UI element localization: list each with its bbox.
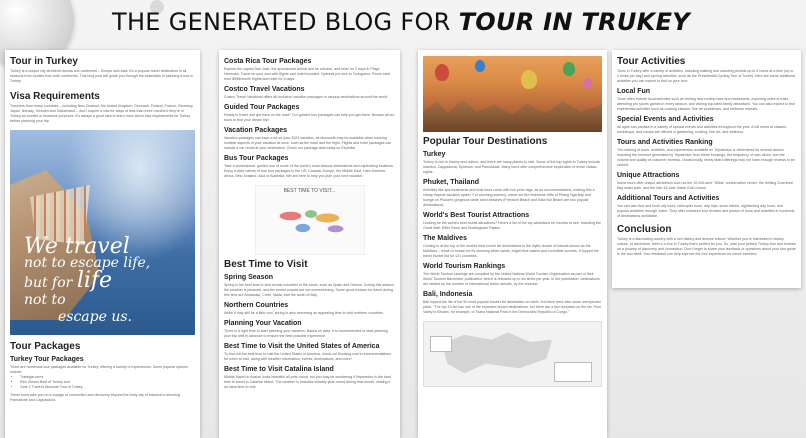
heading-usa: Best Time to Visit the United States of America: [224, 343, 380, 350]
paragraph-visa: Travelers from many countries – including New Zealand, the United Kingdom, Denmark, Finland, France, Germany, Japan, Norway, Sweden and Switzerland – don't require a visa for stays of less than three months if they're in Turkey as tourists or business purposes. It's always a good idea to learn more about visa requirements for Turkey before planning your trip.: [10, 104, 194, 123]
paragraph-planning: There is a right time to start planning your vacation. Based on data, it is recommended to start planning your trip well in advance to ensure the best possible experience.: [224, 329, 388, 338]
map-inset: [554, 362, 592, 382]
paragraph-packages-last: These tours take you on a voyage of connection and discovery beyond the lively city of Istanbul to stunning Pamukkale and Cappadocia.: [10, 393, 181, 402]
paragraph-spring: Spring is the best time to visit certain countries in the south, such as Spain and Greece. During this season, the weather is pleasant, and the tourist crowds are not overwhelming. Some good choices for travel during this time are Andalusia, Crete, Malta, and the south of Italy.: [224, 283, 395, 297]
paragraph-usa: To find out the best time to visit the United States of America, check out Booking.com's recommendations for when to visit, along with weather information, events, destinations, and more!: [224, 352, 392, 361]
heading-turkey: Turkey: [423, 151, 446, 158]
paragraph-conclusion: Turkey is a fascinating country with a rich history and diverse culture. Whether you're interested in history, culture, or adventure, there's a tour in Turkey that's perfect for you. So, plan your perfect Turkey tour and embark on a journey of discovery and connection. Don't forget to share your feedback or questions about your tour guide in the tour itself. Your feedback can help improve the tour experience for future travelers.: [617, 237, 796, 256]
list-item: • Gate 1 Travel's Absolute Tour of Turkey: [20, 385, 195, 390]
rock-formations: [423, 98, 602, 132]
quote-line-2: not to escape life,: [24, 255, 151, 271]
quote-line-3: but for: [24, 275, 73, 291]
quote-photo: [10, 130, 195, 335]
heading-additional-tours: Additional Tours and Activities: [617, 195, 720, 202]
best-time-infographic: [255, 185, 365, 255]
quote-line-1: We travel: [24, 234, 130, 259]
heading-tour-packages: Tour Packages: [10, 341, 81, 352]
heading-worlds-best: World's Best Tourist Attractions: [423, 212, 530, 219]
heading-costa-rica: Costa Rica Tour Packages: [224, 58, 312, 65]
blog-column-4: [612, 50, 801, 288]
paragraph-phuket: Activities like spa treatments and boat tours come with low price tags, as do accommodations, making this a cheap tropical vacation option. For stunning scenery, check out the limestone cliffs of Phang Nga Bay and lounge on Phuket's gorgeous white sand beaches (Freedom Beach and Kata Noi Beach are two popular destinations).: [423, 188, 595, 207]
heading-maldives: The Maldives: [423, 235, 467, 242]
paragraph-costco: Costco Travel Vacations offers all-inclusive vacation packages to various destinations around the world.: [224, 95, 389, 99]
blog-column-3: [418, 50, 607, 438]
paragraph-vacation: Vacation packages can save a lot on your 2024 vacation, as discounts may be available when booking multiple aspects of your vacation at once, such as the hotel and the flight. Flights and hotel packages can include a car rental at your destination. Check our package deal today on Expedia!: [224, 136, 392, 150]
balloon-shape: [583, 78, 592, 89]
heading-popular-destinations: Popular Tour Destinations: [423, 136, 548, 147]
map-landmass: [442, 330, 552, 378]
paragraph-turkey: Turkey is rich in history and culture, and there are many places to visit. Some of the top sights in Turkey include Istanbul, Cappadocia, Ephesus, and Pamukkale. Many tours offer comprehensive exploration of these classic sights.: [423, 160, 600, 174]
heading-activities-ranking: Tours and Activities Ranking: [617, 139, 713, 146]
quote-line-5: escape us.: [58, 309, 133, 325]
heading-tour-in-turkey: Tour in Turkey: [10, 56, 78, 67]
balloon-shape: [521, 70, 537, 89]
list-item: • Trafalgar tours: [20, 375, 195, 380]
heading-turkey-tour-packages: Turkey Tour Packages: [10, 356, 84, 363]
heading-tour-activities: Tour Activities: [617, 56, 686, 67]
heading-visa: Visa Requirements: [10, 91, 100, 102]
heading-phuket: Phuket, Thailand: [423, 179, 480, 186]
paragraph-bus: Take a professional, guided tour of some of the world's most famous destinations and captivating locations. Enjoy a wide variety of bus tour packages in the US, Canada, Europe, the Middle East, Latin America, Africa, New Zealand, Asia or Australia. We are here to help you plan your next vacation.: [224, 164, 394, 178]
quote-line-4: not to: [24, 292, 66, 308]
heading-local-fun: Local Fun: [617, 88, 651, 95]
heading-costco: Costco Travel Vacations: [224, 86, 305, 93]
paragraph-maldives: Coming in at the top of the world's best tourist list destinations is the idyllic cluster of islands known as the Maldives – which is known for its stunning white sands, bright blue waters and incredible sunsets. It topped the travel bucket list for 121 countries.: [423, 244, 599, 258]
paragraph-turkey-packages: There are numerous tour packages available for Turkey, offering a variety of experiences. Some popular options include:: [10, 365, 188, 374]
paragraph-bali: Bali topped the list of the 50 most popular bucket list destination on earth, but there were also some unexpected picks. "The top 10 list has one of the expected dream destinations, but there are a few surprises on the list. Pure Valley in Bhutan, for example, or Tsavo National Park in the Democratic Republic of Congo.": [423, 300, 602, 314]
heading-guided: Guided Tour Packages: [224, 104, 300, 111]
infographic-title: BEST TIME TO VISIT...: [283, 188, 336, 194]
paragraph-activities-ranking: The ranking of tours, activities, and experiences available on Tripadvisor is determined by several factors including the revenue generated by Tripadvisor from these bookings, the frequency of user clicks, and the volume and quality of customer reviews. Occasionally, newly listed offerings may not have enough reviews to be ranked.: [617, 148, 796, 167]
heading-northern: Northern Countries: [224, 302, 289, 309]
map-inset: [430, 336, 452, 352]
balloon-shape: [563, 62, 575, 76]
paragraph-local-fun: Tours often include local activities such as visiting new rooftop bars and restaurants, exploring miles of trails, attending pro sports games in every season, and visiting top-rated family attractions. You can also expect to find experiential activities such as cooking classes, fine art workshops, and wellness retreats.: [617, 97, 795, 111]
heading-bus: Bus Tour Packages: [224, 155, 289, 162]
paragraph-worlds-best: Looking for the world's best tourist attractions? Here's a list of the top attractions for tourists to see, including the Great Wall, Eiffel Tower and Buckingham Palace.: [423, 221, 601, 230]
paragraph-catalina: Middle March in Avalon looks beautiful all year round, but you may be wondering if September is the best time to travel to Catalina Island. The weather is beautiful virtually year-round during that month, making it an ideal time to visit.: [224, 375, 391, 389]
balloon-shape: [475, 60, 485, 72]
heading-bali: Bali, Indonesia: [423, 291, 473, 298]
slide-title-emphasis: TOUR IN TRUKEY: [458, 8, 690, 36]
heading-rankings: World Tourism Rankings: [423, 263, 506, 270]
heading-unique-attractions: Unique Attractions: [617, 172, 680, 179]
paragraph-additional-tours: You can also find and book city tours, helicopter tours, day trips, show tickets, sightseeing day tours, and popular activities through Viator. They offer unbiased tour reviews and photos of tours and activities in hundreds of destinations worldwide.: [617, 204, 795, 218]
quote-line-3b: life: [76, 268, 113, 293]
paragraph-rankings: The World Tourism rankings are compiled by the United Nations World Tourism Organization as part of their World Tourism Barometer publication, which is released up to six times per year. In the publication, destinations are ranked by the number of international visitor arrivals, by the revenue.: [423, 272, 600, 286]
heading-planning: Planning Your Vacation: [224, 320, 302, 327]
heading-catalina: Best Time to Visit Catalina Island: [224, 366, 334, 373]
heading-spring: Spring Season: [224, 274, 274, 281]
slide-title: [112, 8, 712, 36]
heading-best-time: Best Time to Visit: [224, 259, 308, 270]
paragraph-costa-rica: Explore the capital San José, the spectacular Arenal and its volcano, and relax for 3 days in Playa Hermosa. Travel on your own with flights and hotel included. Optional pre-tour to Tortuguero. Prices start from $598/month flights and hotel for 8 days.: [224, 67, 390, 81]
list-item: • Rick Steves Best of Turkey tour: [20, 380, 195, 385]
cappadocia-balloon-photo: [423, 56, 602, 132]
blog-column-1: [5, 50, 200, 438]
package-list: [10, 375, 195, 390]
blog-column-2: [219, 50, 400, 438]
paragraph-unique-attractions: Some tours offer unique attractions such as the 10,000-acre "Wilds" conservation center, the thrilling Zoombezi Bay water park, and the lush 18-hole Safari Golf Course.: [617, 181, 794, 190]
paragraph-special-events: All ages can partake in a variety of special events and activities throughout the year. A full menu of classes, workshops, and camps are offered in gardening, cooking, fine art, and wellness.: [617, 125, 788, 134]
paragraph-tour-in-turkey: Turkey is a unique city stretched across two continents – Europe and Asia. It's a popular travel destination in all seasons from tourists from both continents. This blog post will guide you through the essentials of planning a tour in Turkey.: [10, 69, 194, 83]
paragraph-tour-activities: Tours in Turkey offer a variety of activities, including walking and standing periods up to 4 hours at a time (up to 2 times per day) and cycling activities, such as the Presidential Cycling Tour of Turkey. Here are some additional activities you can expect to find on your tour:: [617, 69, 796, 83]
heading-vacation: Vacation Packages: [224, 127, 288, 134]
travel-quote: [24, 234, 151, 326]
heading-special-events: Special Events and Activities: [617, 116, 714, 123]
heading-conclusion: Conclusion: [617, 224, 672, 235]
balloon-shape: [435, 64, 449, 81]
paragraph-guided: Ready to travel and get back on the road? Our guided tour packages can help you get there. Browse all our tours to find your dream trip!: [224, 113, 395, 122]
world-map-graphic: [270, 200, 352, 240]
map-figure: [423, 321, 602, 387]
paragraph-northern: While it may still be a little cool, spring is also becoming an appealing time to visit northern countries.: [224, 311, 384, 315]
slide-title-prefix: THE GENERATED BLOG FOR: [112, 8, 459, 36]
